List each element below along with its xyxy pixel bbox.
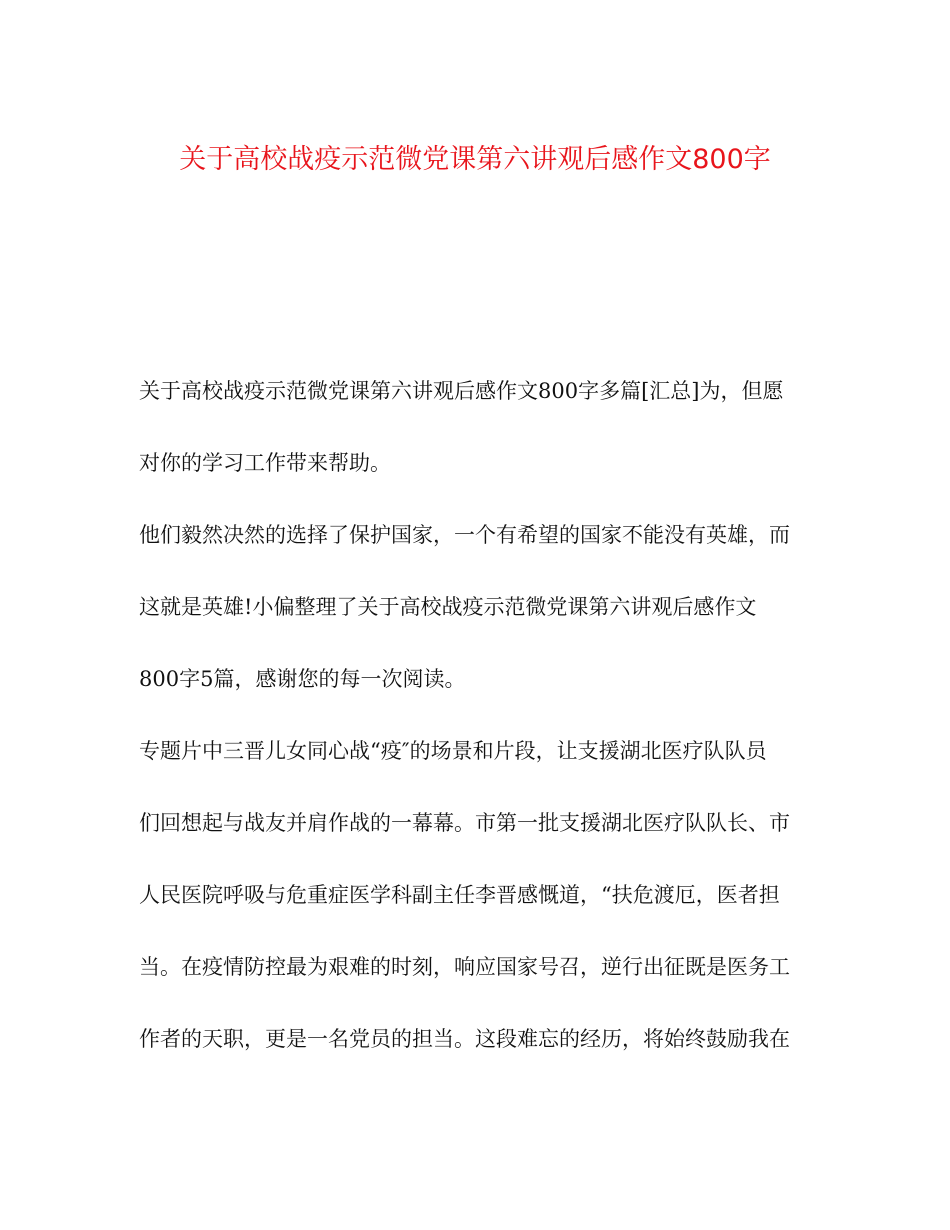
paragraph-line: 人民医院呼吸与危重症医学科副主任李晋感慨道，“扶危渡厄，医者担 [139,883,780,907]
paragraph-line: 们回想起与战友并肩作战的一幕幕。市第一批支援湖北医疗队队长、市 [139,811,790,835]
paragraph-line: 作者的天职，更是一名党员的担当。这段难忘的经历，将始终鼓励我在 [139,1027,790,1051]
paragraph-line: 800字5篇，感谢您的每一次阅读。 [139,667,466,691]
document-title: 关于高校战疫示范微党课第六讲观后感作文800字 [179,144,771,175]
paragraph-line: 他们毅然决然的选择了保护国家，一个有希望的国家不能没有英雄，而 [139,523,790,547]
paragraph-line: 关于高校战疫示范微党课第六讲观后感作文800字多篇[汇总]为，但愿 [139,379,784,403]
paragraph-line: 当。在疫情防控最为艰难的时刻，响应国家号召，逆行出征既是医务工 [139,955,790,979]
paragraph-line: 专题片中三晋儿女同心战“疫″的场景和片段，让支援湖北医疗队队员 [139,739,767,763]
paragraph-line: 这就是英雄!小偏整理了关于高校战疫示范微党课第六讲观后感作文 [139,595,757,619]
paragraph-line: 对你的学习工作带来帮助。 [139,451,391,475]
